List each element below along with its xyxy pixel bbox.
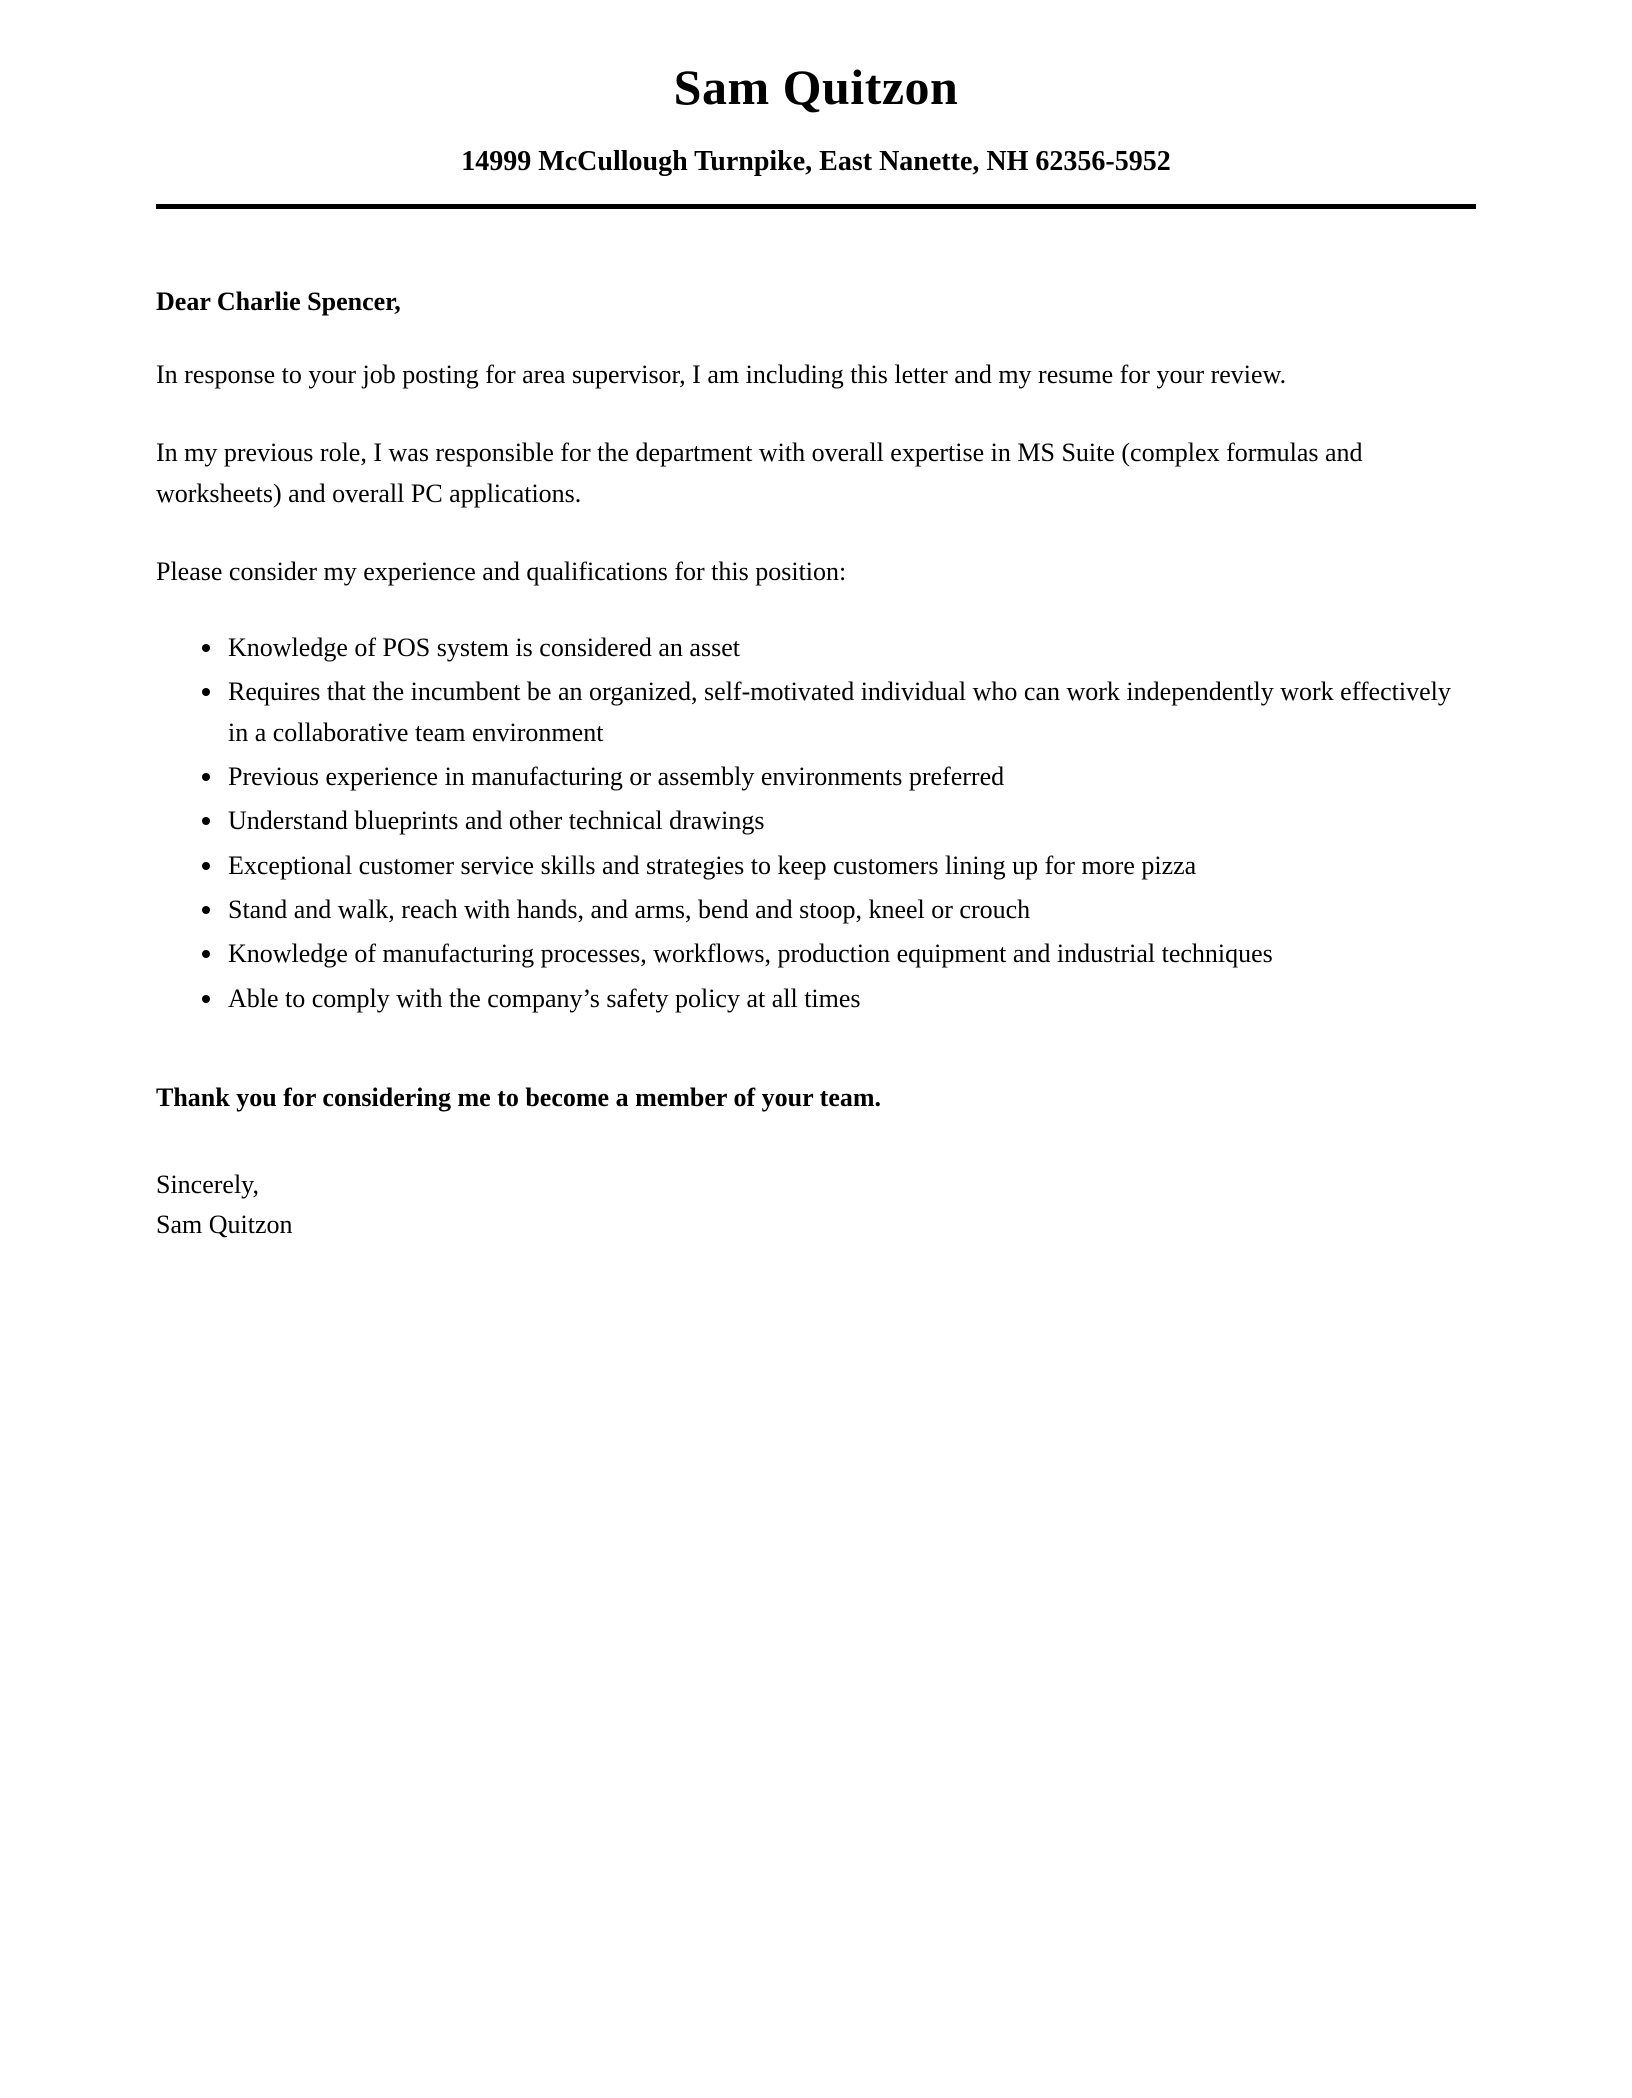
salutation: Dear Charlie Spencer, — [156, 287, 401, 316]
intro-paragraph: In response to your job posting for area supervisor, I am including this letter and my resume for your review. — [156, 360, 1287, 389]
list-item: Exceptional customer service skills and strategies to keep customers lining up for more pizza — [202, 846, 1476, 886]
signature-name: Sam Quitzon — [156, 1210, 293, 1240]
experience-paragraph: In my previous role, I was responsible for the department with overall expertise in MS Suite (complex formulas and worksheets) and overall PC applications. — [156, 438, 1363, 508]
signoff: Sincerely, — [156, 1169, 259, 1199]
qualifications-list — [156, 628, 1476, 1019]
closing-statement: Thank you for considering me to become a member of your team. — [156, 1082, 882, 1112]
header-divider — [156, 204, 1476, 209]
list-item: Previous experience in manufacturing or assembly environments preferred — [202, 757, 1476, 797]
list-item: Requires that the incumbent be an organized, self-motivated individual who can work independently work effectively in a collaborative team environment — [202, 672, 1476, 753]
list-item: Knowledge of POS system is considered an asset — [202, 628, 1476, 668]
list-item: Knowledge of manufacturing processes, workflows, production equipment and industrial techniques — [202, 934, 1476, 974]
list-item: Understand blueprints and other technical drawings — [202, 801, 1476, 841]
list-item: Able to comply with the company’s safety policy at all times — [202, 979, 1476, 1019]
author-name-heading: Sam Quitzon — [673, 59, 959, 115]
address-line: 14999 McCullough Turnpike, East Nanette, NH 62356-5952 — [461, 146, 1171, 177]
lead-in-paragraph: Please consider my experience and qualifications for this position: — [156, 556, 847, 586]
list-item: Stand and walk, reach with hands, and arms, bend and stoop, kneel or crouch — [202, 890, 1476, 930]
